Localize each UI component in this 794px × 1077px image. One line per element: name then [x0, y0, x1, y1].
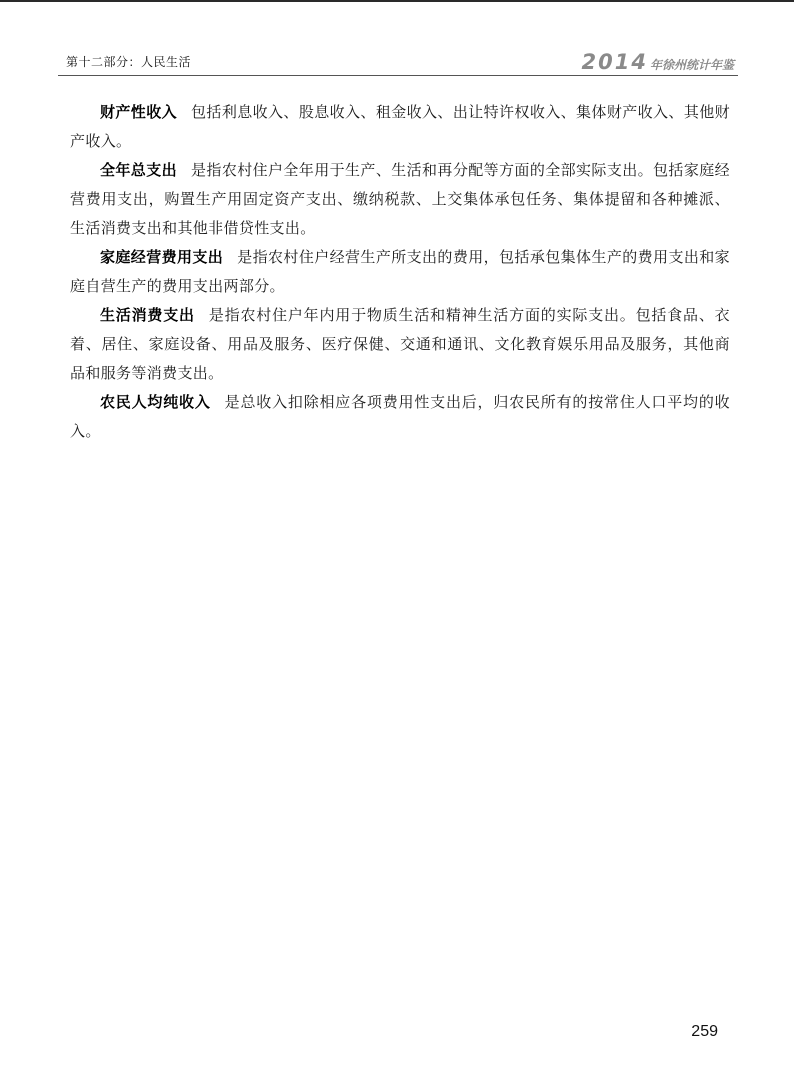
definition-term: 全年总支出 [100, 161, 178, 179]
definition-text: 是指农村住户经营生产所支出的费用，包括承包集体生产的费用支出和家庭自营生产的费用支出两部分。 [70, 248, 730, 295]
definition-paragraph [70, 98, 730, 156]
definition-text: 是指农村住户年内用于物质生活和精神生活方面的实际支出。包括食品、衣着、居住、家庭设备、用品及服务、医疗保健、交通和通讯、文化教育娱乐用品及服务，其他商品和服务等消费支出。 [70, 306, 730, 382]
yearbook-name: 年徐州统计年鉴 [649, 58, 734, 72]
definitions-body [70, 98, 730, 446]
definition-text: 是指农村住户全年用于生产、生活和再分配等方面的全部实际支出。包括家庭经营费用支出，购置生产用固定资产支出、缴纳税款、上交集体承包任务、集体提留和各种摊派、生活消费支出和其他非借贷性支出。 [70, 161, 730, 237]
definition-term: 财产性收入 [100, 103, 178, 121]
page-number: 259 [691, 1023, 718, 1040]
running-header [58, 44, 738, 76]
definition-text: 是总收入扣除相应各项费用性支出后，归农民所有的按常住人口平均的收入。 [70, 393, 731, 440]
definition-paragraph [70, 301, 730, 388]
definition-paragraph [70, 243, 730, 301]
yearbook-year: 2014 [581, 50, 648, 74]
definition-paragraph [70, 388, 730, 446]
section-title: 第十二部分：人民生活 [66, 55, 192, 69]
definition-term: 农民人均纯收入 [100, 393, 211, 411]
definition-term: 生活消费支出 [100, 306, 195, 324]
definition-text: 包括利息收入、股息收入、租金收入、出让特许权收入、集体财产收入、其他财产收入。 [70, 103, 730, 150]
definition-term: 家庭经营费用支出 [100, 248, 224, 266]
page-top-edge [0, 0, 794, 2]
definition-paragraph [70, 156, 730, 243]
yearbook-title [582, 50, 734, 74]
header-rule [58, 75, 738, 77]
